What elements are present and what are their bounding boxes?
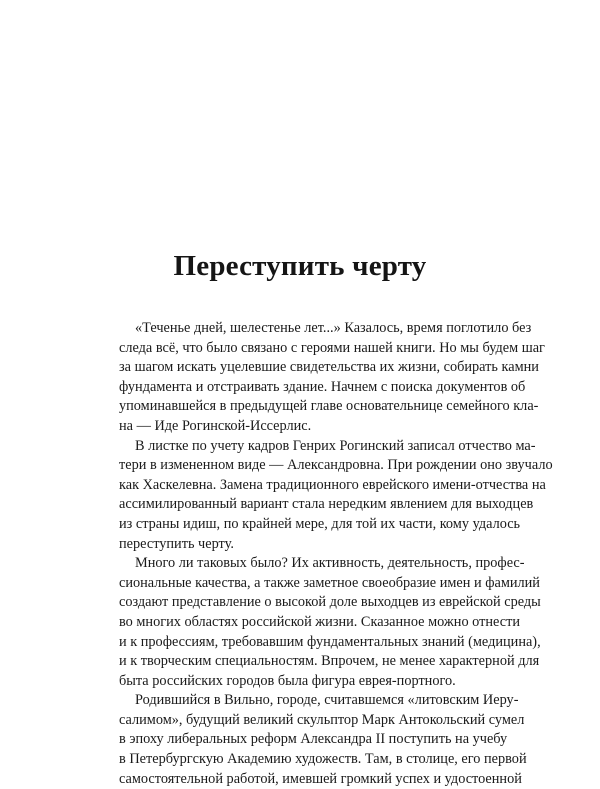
chapter-title: Переступить черту [173,250,427,282]
text-line: из страны идиш, по крайней мере, для той их части, кому удалось [119,515,521,532]
text-line: в эпоху либеральных реформ Александра II поступить на учебу [119,731,508,748]
text-line: за шагом искать уцелевшие свидетельства их жизни, собирать камни [119,359,539,376]
paragraph-4 [103,691,527,789]
text-line: В листке по учету кадров Генрих Рогинский записал отчество ма- [135,437,536,454]
text-line: переступить черту. [119,535,234,552]
paragraph-1 [103,319,545,437]
text-line: во многих областях российской жизни. Сказанное можно отнести [119,613,520,630]
text-line: Родившийся в Вильно, городе, считавшемся «литовским Иеру- [135,692,519,709]
text-line: самостоятельной работой, имевшей громкий успех и удостоенной [119,770,522,787]
text-line: и к профессиям, требовавшим фундаментальных знаний (медицина), [119,633,541,650]
paragraph-3 [103,554,541,691]
text-line: в Петербургскую Академию художеств. Там, в столице, его первой [119,751,527,768]
text-line: на — Иде Рогинской-Иссерлис. [119,417,312,434]
text-line: Много ли таковых было? Их активность, деятельность, профес- [135,555,525,572]
text-line: «Теченье дней, шелестенье лет...» Казалось, время поглотило без [135,320,532,336]
chapter-body [103,319,553,789]
text-line: ассимилированный вариант стала нередким явлением для выходцев [119,496,534,513]
text-line: тери в измененном виде — Александровна. При рождении оно звучало [119,457,553,474]
text-line: упоминавшейся в предыдущей главе основательнице семейного кла- [119,398,539,415]
text-line: и к творческим специальностям. Впрочем, не менее характерной для [119,653,540,670]
text-line: сиональные качества, а также заметное своеобразие имен и фамилий [119,574,540,591]
text-line: быта российских городов была фигура еврея-портного. [119,672,456,689]
text-line: салимом», будущий великий скульптор Марк Антокольский сумел [119,711,525,728]
text-line: фундамента и отстраивать здание. Начнем с поиска документов об [119,378,526,395]
paragraph-2 [103,437,553,555]
text-line: следа всё, что было связано с героями нашей книги. Но мы будем шаг [119,339,545,356]
text-line: создают представление о высокой доле выходцев из еврейской среды [119,594,541,611]
text-line: как Хаскелевна. Замена традиционного еврейского имени-отчества на [119,476,546,493]
